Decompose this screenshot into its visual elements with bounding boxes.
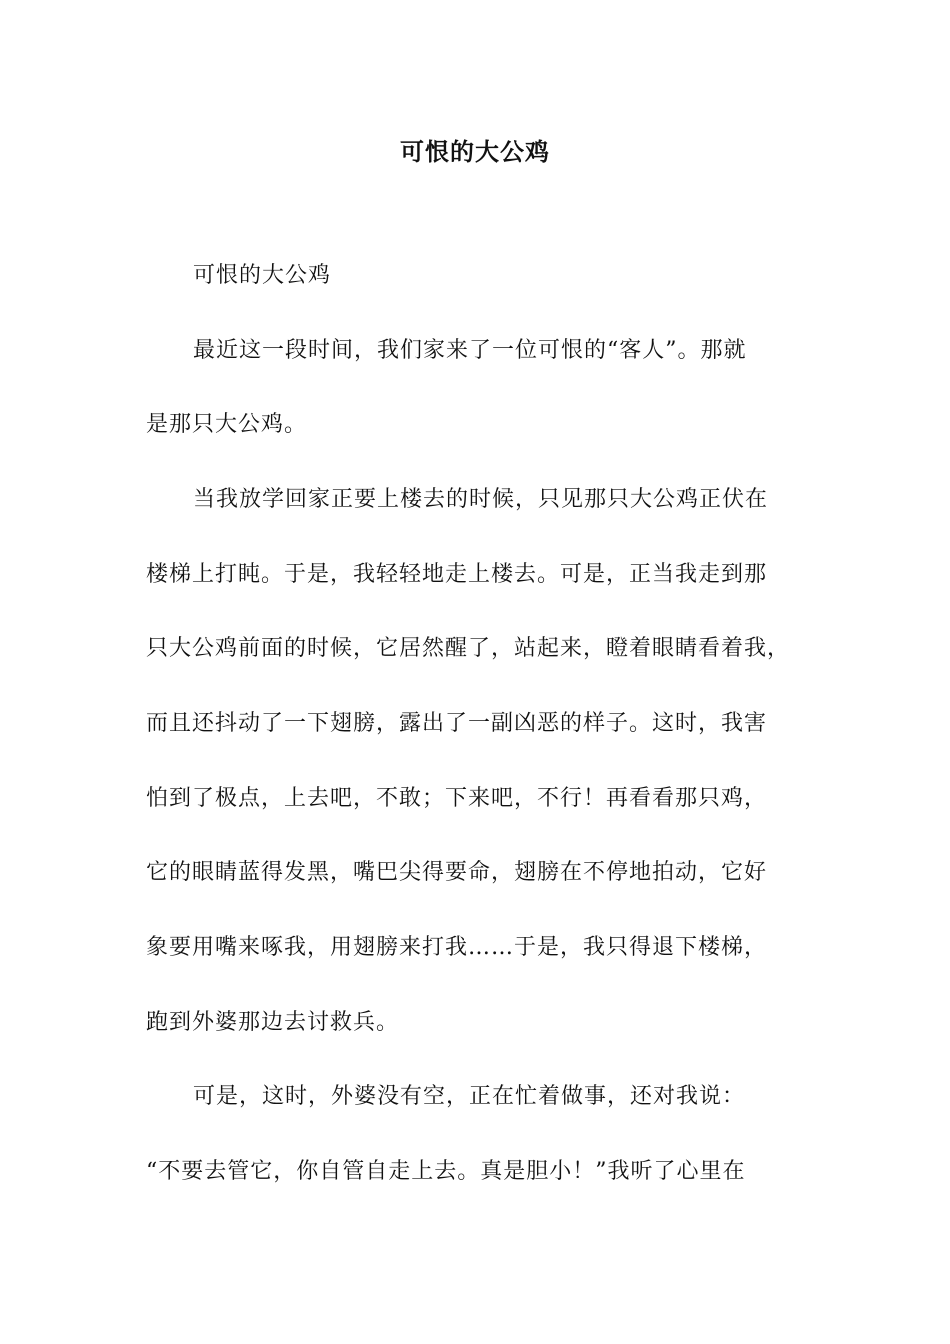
paragraph-line-7: 而且还抖动了一下翅膀，露出了一副凶恶的样子。这时，我害 <box>146 711 768 736</box>
paragraph-line-5: 楼梯上打盹。于是，我轻轻地走上楼去。可是，正当我走到那 <box>146 562 768 587</box>
paragraph-line-2: 最近这一段时间，我们家来了一位可恨的“客人”。那就 <box>193 338 747 363</box>
paragraph-line-11: 跑到外婆那边去讨救兵。 <box>146 1010 400 1035</box>
paragraph-line-12: 可是，这时，外婆没有空，正在忙着做事，还对我说： <box>193 1084 746 1109</box>
paragraph-line-6: 只大公鸡前面的时候，它居然醒了，站起来，瞪着眼睛看着我， <box>146 636 791 661</box>
paragraph-line-10: 象要用嘴来啄我，用翅膀来打我……于是，我只得退下楼梯， <box>146 935 768 960</box>
document-title: 可恨的大公鸡 <box>400 137 550 166</box>
paragraph-line-9: 它的眼睛蓝得发黑，嘴巴尖得要命，翅膀在不停地拍动，它好 <box>146 860 768 885</box>
paragraph-line-3: 是那只大公鸡。 <box>146 412 308 437</box>
paragraph-line-1: 可恨的大公鸡 <box>193 263 332 288</box>
paragraph-line-8: 怕到了极点，上去吧，不敢；下来吧，不行！再看看那只鸡， <box>146 786 768 811</box>
paragraph-line-13: “不要去管它，你自管自走上去。真是胆小！”我听了心里在 <box>146 1159 746 1184</box>
paragraph-line-4: 当我放学回家正要上楼去的时候，只见那只大公鸡正伏在 <box>193 487 769 512</box>
